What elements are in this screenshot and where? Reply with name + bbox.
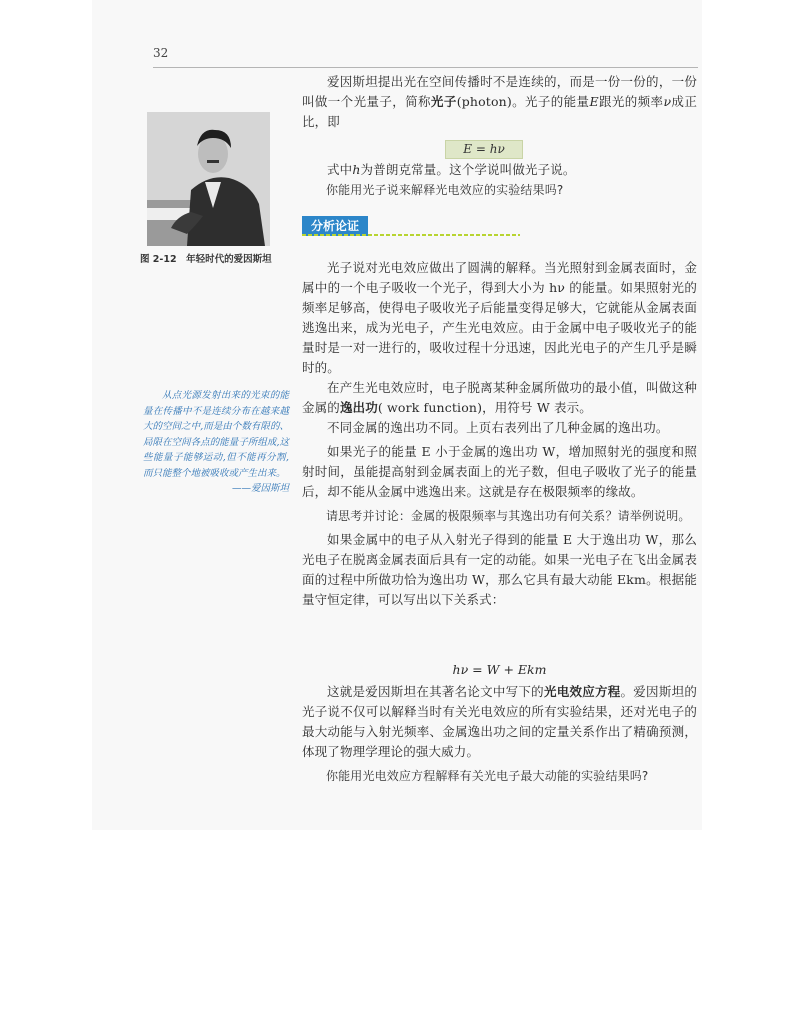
body-paragraph-1: 光子说对光电效应做出了圆满的解释。当光照射到金属表面时，金属中的一个电子吸收一个光子，得到大小为 hν 的能量。如果照射光的频率足够高，使得电子吸收光子后能量变得足够大，它就能从金属表面逃逸出来，成为光电子，产生光电效应。由于金属中电子吸收光子的能量时是一对一进行的，吸收过程十分迅速，因此光电子的产生几乎是瞬时的。 (302, 260, 697, 375)
body-paragraph-6: 这就是爱因斯坦在其著名论文中写下的光电效应方程。爱因斯坦的光子说不仅可以解释当时有关光电效应的所有实验结果，还对光电子的最大动能与入射光频率、金属逸出功之间的定量关系作出了精确预测，体现了物理学理论的强大威力。 (302, 684, 697, 759)
body-paragraph-3: 不同金属的逸出功不同。上页右表列出了几种金属的逸出功。 (327, 420, 669, 435)
page-number: 32 (153, 46, 169, 60)
body-paragraph-5: 如果金属中的电子从入射光子得到的能量 E 大于逸出功 W，那么光电子在脱离金属表面后具有一定的动能。如果一光电子在飞出金属表面的过程中所做功恰为逸出功 W，那么它具有最大动能 Ekm。根据能量守恒定律，可以写出以下关系式： (302, 532, 697, 607)
sidenote-author: ——爱因斯坦 (231, 483, 289, 494)
sidenote (143, 388, 289, 497)
section-label: 分析论证 (302, 216, 368, 236)
equation-e-hv: E = hν (445, 140, 523, 159)
photoelectric-equation: hν = W + Ekm (452, 662, 547, 677)
discussion-question-1: 请思考并讨论：金属的极限频率与其逸出功有何关系？请举例说明。 (326, 509, 691, 523)
einstein-portrait (147, 112, 270, 246)
body-paragraph-2: 在产生光电效应时，电子脱离某种金属所做功的最小值，叫做这种金属的逸出功( work function)，用符号 W 表示。 (302, 380, 697, 415)
intro-constant-paragraph: 式中h为普朗克常量。这个学说叫做光子说。 (327, 162, 576, 177)
intro-question: 你能用光子说来解释光电效应的实验结果吗? (326, 183, 564, 197)
intro-block (302, 72, 697, 132)
photo-caption: 图 2-12 年轻时代的爱因斯坦 (140, 254, 272, 265)
term-photoelectric-equation: 光电效应方程 (543, 684, 621, 699)
body-paragraph-4: 如果光子的能量 E 小于金属的逸出功 W，增加照射光的强度和照射时间，虽能提高射到金属表面上的光子数，但电子吸收了光子的能量后，却不能从金属中逃逸出来。这就是存在极限频率的缘故。 (302, 444, 697, 499)
header-rule (153, 67, 698, 68)
portrait-illustration (147, 112, 270, 246)
intro-block-2 (302, 160, 697, 200)
body-block-2 (302, 682, 697, 786)
discussion-question-2: 你能用光电效应方程解释有关光电子最大动能的实验结果吗? (326, 769, 649, 783)
term-work-function: 逸出功 (339, 400, 378, 415)
body-block (302, 258, 697, 610)
section-rule (302, 234, 520, 236)
term-photon: 光子 (430, 94, 457, 109)
sidenote-text: 从点光源发射出来的光束的能量在传播中不是连续分布在越来越大的空间之中,而是由个数有限的、局限在空间各点的能量子所组成,这些能量子能够运动,但不能再分割,而只能整个地被吸收或产生出来。 (143, 390, 289, 479)
intro-paragraph: 爱因斯坦提出光在空间传播时不是连续的，而是一份一份的，一份叫做一个光量子，简称光子(photon)。光子的能量E跟光的频率ν成正比，即 (302, 74, 697, 129)
